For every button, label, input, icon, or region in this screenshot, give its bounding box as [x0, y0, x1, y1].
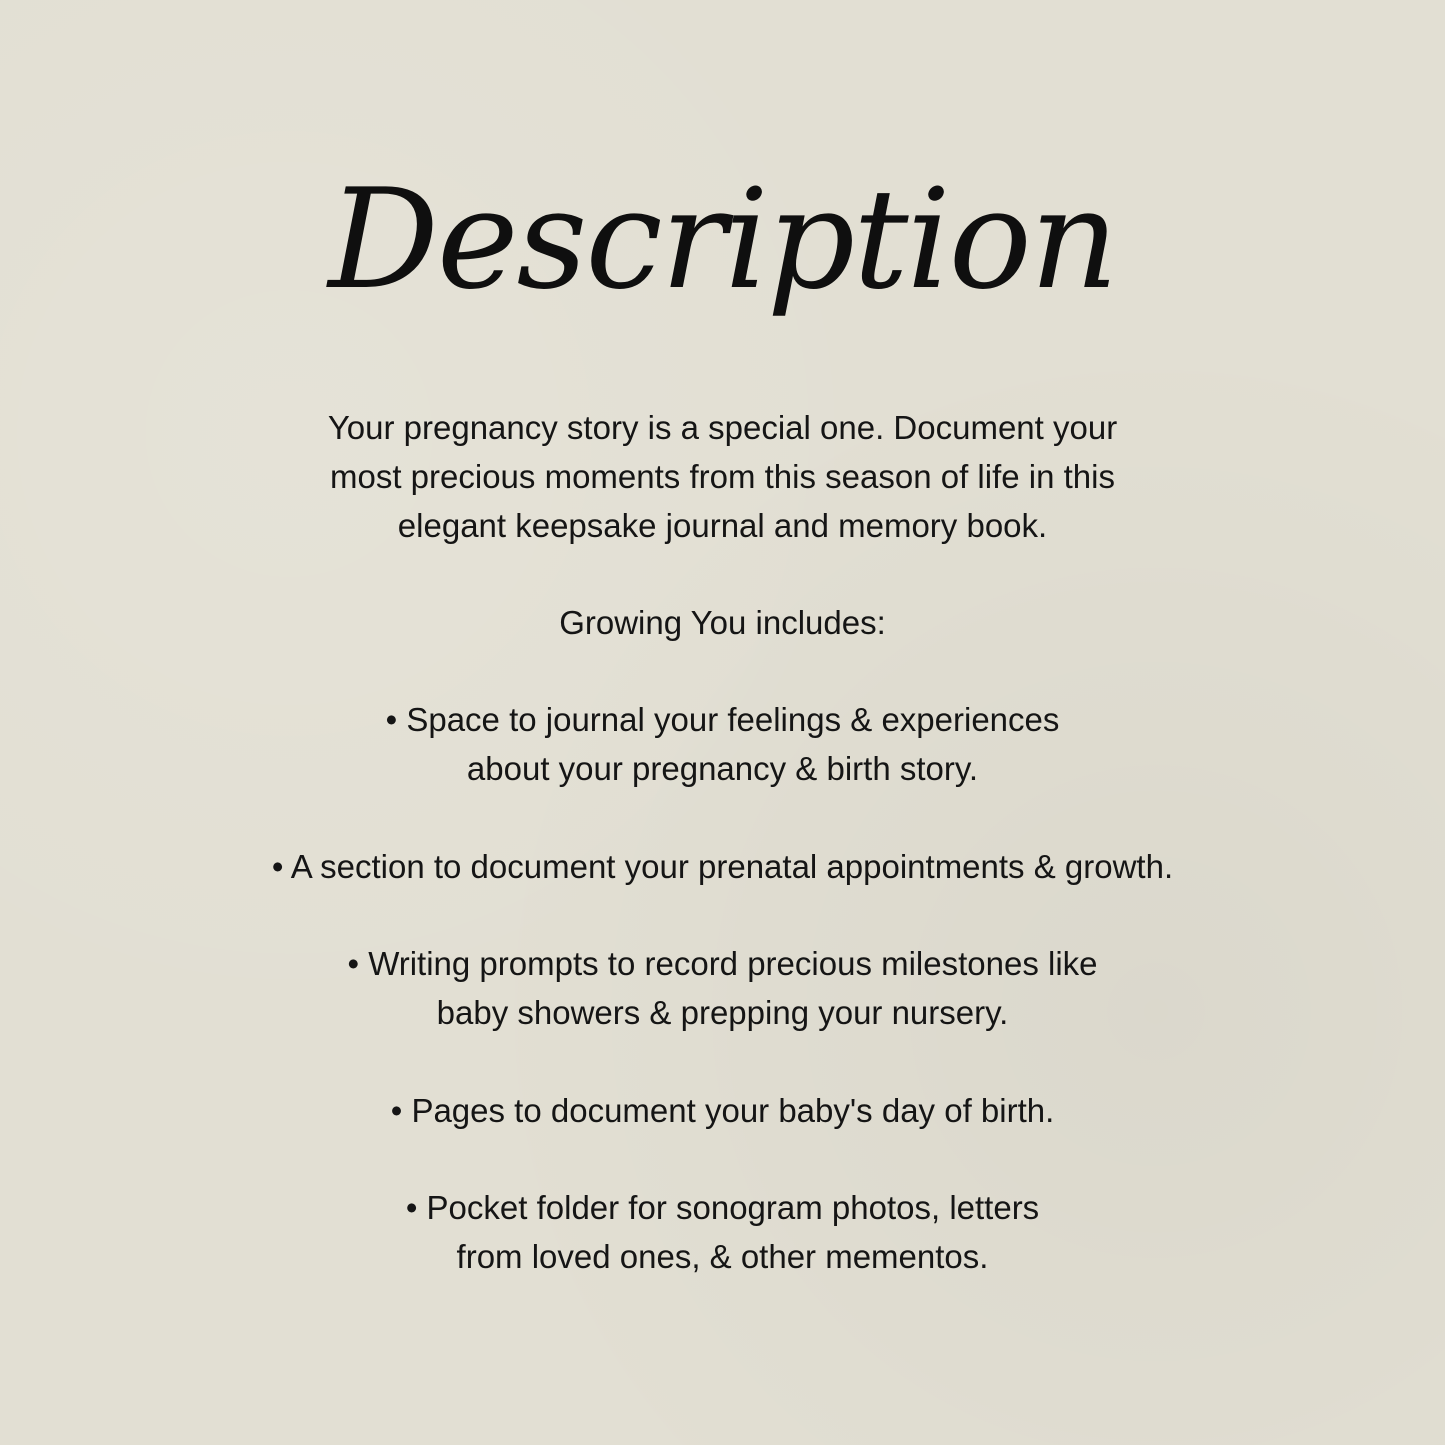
feature-item-pocket-folder: • Pocket folder for sonogram photos, letters from loved ones, & other mementos. [405, 1189, 1040, 1275]
feature-item-writing-prompts: • Writing prompts to record precious milestones like baby showers & prepping your nursery. [347, 945, 1098, 1031]
feature-item-birth-pages: • Pages to document your baby's day of birth. [390, 1092, 1055, 1129]
feature-item-appointments: • A section to document your prenatal appointments & growth. [271, 848, 1174, 885]
feature-item-journal: • Space to journal your feelings & experiences about your pregnancy & birth story. [385, 701, 1060, 787]
includes-heading: Growing You includes: [559, 604, 886, 641]
page-title: Description [328, 159, 1117, 320]
intro-paragraph: Your pregnancy story is a special one. Document your most precious moments from this season of life in this elegant keepsake journal and memory book. [327, 409, 1118, 544]
